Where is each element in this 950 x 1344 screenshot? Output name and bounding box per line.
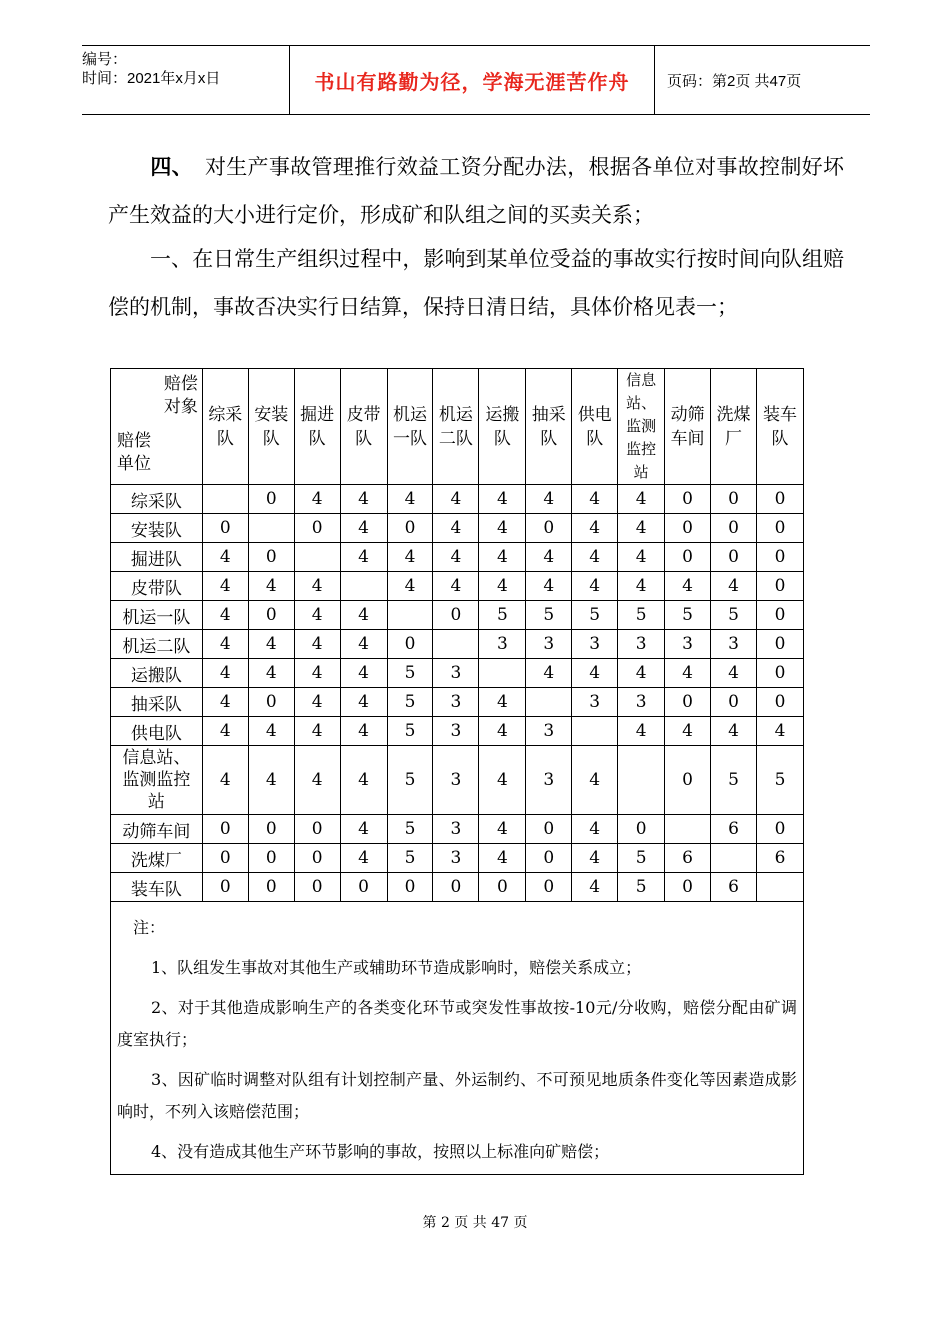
- table-cell: 4: [202, 688, 248, 717]
- table-cell: 5: [387, 844, 433, 873]
- table-cell: 4: [433, 572, 479, 601]
- table-cell: 5: [618, 844, 665, 873]
- table-cell: 3: [433, 717, 479, 746]
- time-label: 时间：2021年x月x日: [82, 70, 221, 87]
- table-cell: 4: [572, 543, 618, 572]
- table-cell: 4: [526, 659, 572, 688]
- table-cell: 0: [387, 514, 433, 543]
- table-cell: 4: [202, 572, 248, 601]
- table-cell: [665, 815, 711, 844]
- corner-bottom: [117, 430, 151, 476]
- table-cell: 0: [202, 514, 248, 543]
- table-cell: 3: [433, 688, 479, 717]
- table-cell: 4: [665, 572, 711, 601]
- table-cell: 0: [294, 514, 340, 543]
- row-header: [111, 873, 203, 902]
- row-header-line: 综采队: [130, 491, 182, 512]
- table-cell: 3: [479, 630, 526, 659]
- row-header-line: 监测监控: [122, 770, 191, 790]
- table-cell: 4: [665, 717, 711, 746]
- table-cell: 4: [340, 543, 387, 572]
- table-cell: 4: [294, 659, 340, 688]
- column-header: [665, 369, 711, 485]
- table-cell: 4: [248, 746, 294, 815]
- table-cell: 5: [387, 717, 433, 746]
- column-header-line: 车间: [670, 428, 705, 449]
- table-cell: 3: [433, 746, 479, 815]
- table-cell: 0: [294, 873, 340, 902]
- table-cell: 4: [387, 572, 433, 601]
- table-row: [111, 717, 804, 746]
- note-line: 3、因矿临时调整对队组有计划控制产量、外运制约、不可预见地质条件变化等因素造成影响时，不列入该赔偿范围；: [117, 1070, 797, 1121]
- table-cell: 4: [711, 572, 757, 601]
- corner-bottom-line: 赔偿: [117, 430, 151, 451]
- table-cell: 0: [711, 543, 757, 572]
- row-header: [111, 485, 203, 514]
- table-cell: 0: [665, 485, 711, 514]
- table-cell: 4: [711, 659, 757, 688]
- column-header: [340, 369, 387, 485]
- column-header-line: 装车: [762, 404, 797, 425]
- table-cell: 4: [665, 659, 711, 688]
- table-cell: 4: [711, 717, 757, 746]
- table-cell: 4: [526, 485, 572, 514]
- row-header-line: 抽采队: [130, 694, 182, 715]
- column-header: [756, 369, 803, 485]
- column-header-line: 安装: [254, 404, 289, 425]
- corner-top-line: 对象: [163, 396, 198, 417]
- table-cell: 4: [572, 844, 618, 873]
- table-cell: 0: [526, 844, 572, 873]
- table-cell: 0: [711, 688, 757, 717]
- column-header-line: 洗煤: [716, 404, 751, 425]
- table-cell: 0: [756, 688, 803, 717]
- note-line: 2、对于其他造成影响生产的各类变化环节或突发性事故按-10元/分收购，赔偿分配由矿调度室执行；: [117, 998, 797, 1049]
- table-row: [111, 873, 804, 902]
- corner-top-line: 赔偿: [163, 373, 198, 394]
- table-cell: [202, 485, 248, 514]
- row-header-line: 掘进队: [130, 549, 182, 570]
- table-cell: 0: [202, 844, 248, 873]
- table-cell: 3: [711, 630, 757, 659]
- column-header: [711, 369, 757, 485]
- table-cell: 4: [572, 514, 618, 543]
- compensation-table: [110, 368, 804, 1175]
- table-cell: 4: [294, 688, 340, 717]
- table-cell: 4: [340, 630, 387, 659]
- column-header-line: 动筛: [670, 404, 705, 425]
- table-cell: [433, 630, 479, 659]
- table-cell: 4: [479, 572, 526, 601]
- column-header-line: 队: [540, 428, 558, 449]
- table-cell: 4: [572, 572, 618, 601]
- corner-top: [164, 373, 198, 419]
- table-cell: 5: [387, 688, 433, 717]
- table-cell: 3: [433, 659, 479, 688]
- table-cell: 4: [248, 572, 294, 601]
- row-header: [111, 688, 203, 717]
- table-cell: 4: [294, 601, 340, 630]
- column-header-line: 皮带: [346, 404, 381, 425]
- table-cell: 0: [526, 873, 572, 902]
- row-header-line: 机运一队: [122, 607, 191, 628]
- column-header-line: 综采: [208, 404, 243, 425]
- paragraph-four-text: 对生产事故管理推行效益工资分配办法，根据各单位对事故控制好坏产生效益的大小进行定价，形成矿和队组之间的买卖关系；: [108, 155, 844, 227]
- table-cell: 4: [756, 717, 803, 746]
- table-cell: 0: [340, 873, 387, 902]
- column-header-line: 信息: [626, 371, 657, 389]
- table-cell: 0: [756, 514, 803, 543]
- table-cell: [572, 717, 618, 746]
- table-cell: 4: [294, 630, 340, 659]
- table-cell: 4: [340, 688, 387, 717]
- table-cell: 4: [618, 514, 665, 543]
- table-cell: 0: [387, 873, 433, 902]
- row-header-line: 机运二队: [122, 636, 191, 657]
- table-cell: [479, 659, 526, 688]
- column-header-line: 队: [216, 428, 234, 449]
- table-cell: 0: [526, 815, 572, 844]
- row-header-line: 皮带队: [130, 578, 182, 599]
- table-cell: 5: [711, 601, 757, 630]
- table-cell: 6: [665, 844, 711, 873]
- column-header: [526, 369, 572, 485]
- row-header: [111, 659, 203, 688]
- table-cell: 0: [711, 485, 757, 514]
- table-cell: 4: [479, 717, 526, 746]
- column-header-line: 机运: [393, 404, 427, 425]
- column-header-line: 队: [586, 428, 604, 449]
- table-cell: 4: [618, 572, 665, 601]
- column-header: [387, 369, 433, 485]
- table-cell: 4: [618, 543, 665, 572]
- table-cell: [756, 873, 803, 902]
- table-cell: 3: [433, 815, 479, 844]
- table-cell: 5: [387, 815, 433, 844]
- table-cell: 0: [202, 873, 248, 902]
- row-header: [111, 601, 203, 630]
- note-line: 注：: [133, 918, 166, 937]
- table-cell: 4: [433, 543, 479, 572]
- table-row: [111, 514, 804, 543]
- table-cell: 0: [248, 815, 294, 844]
- table-cell: 4: [572, 659, 618, 688]
- table-row: [111, 630, 804, 659]
- table-cell: 4: [479, 815, 526, 844]
- table-cell: 0: [711, 514, 757, 543]
- column-header-line: 厂: [724, 428, 742, 449]
- table-cell: 4: [248, 659, 294, 688]
- table-cell: 0: [248, 601, 294, 630]
- table-cell: 4: [618, 717, 665, 746]
- row-header: [111, 815, 203, 844]
- column-header-line: 供电: [577, 404, 612, 425]
- table-cell: 3: [526, 630, 572, 659]
- table-row: [111, 572, 804, 601]
- table-cell: 4: [479, 746, 526, 815]
- column-header: [572, 369, 618, 485]
- column-header-line: 抽采: [531, 404, 566, 425]
- table-cell: 4: [572, 485, 618, 514]
- table-cell: 4: [433, 485, 479, 514]
- table-cell: [711, 844, 757, 873]
- column-header: [294, 369, 340, 485]
- table-cell: 4: [202, 630, 248, 659]
- note-line: 1、队组发生事故对其他生产或辅助环节造成影响时，赔偿关系成立；: [151, 958, 642, 977]
- column-header: [479, 369, 526, 485]
- table-cell: [294, 543, 340, 572]
- table-cell: 4: [479, 844, 526, 873]
- column-header-line: 站、: [626, 394, 657, 412]
- table-cell: 4: [526, 572, 572, 601]
- column-header-line: 掘进: [300, 404, 335, 425]
- table-cell: 0: [294, 815, 340, 844]
- row-header-line: 运搬队: [130, 665, 182, 686]
- column-header-line: 监测: [626, 417, 657, 435]
- table-cell: [387, 601, 433, 630]
- table-row: [111, 601, 804, 630]
- table-cell: 4: [340, 601, 387, 630]
- table-row: [111, 688, 804, 717]
- table-cell: 5: [618, 873, 665, 902]
- row-header-line: 供电队: [130, 723, 182, 744]
- table-cell: 3: [526, 717, 572, 746]
- row-header: [111, 746, 203, 815]
- table-cell: 4: [202, 601, 248, 630]
- row-header: [111, 572, 203, 601]
- column-header-line: 队: [493, 428, 511, 449]
- table-cell: 6: [756, 844, 803, 873]
- column-header-line: 监控: [626, 440, 657, 458]
- table-cell: 4: [526, 543, 572, 572]
- table-cell: 0: [665, 514, 711, 543]
- column-header-line: 二队: [438, 428, 473, 449]
- table-cell: 0: [294, 844, 340, 873]
- table-cell: 5: [387, 659, 433, 688]
- table-cell: 4: [202, 543, 248, 572]
- table-cell: 4: [572, 815, 618, 844]
- table-cell: 5: [665, 601, 711, 630]
- table-cell: 0: [756, 572, 803, 601]
- table-cell: [248, 514, 294, 543]
- table-cell: [526, 688, 572, 717]
- table-cell: 0: [248, 543, 294, 572]
- column-header-line: 队: [771, 428, 789, 449]
- table-cell: 3: [618, 630, 665, 659]
- table-cell: 0: [248, 485, 294, 514]
- table-cell: 0: [387, 630, 433, 659]
- table-cell: 4: [294, 717, 340, 746]
- column-header-line: 队: [355, 428, 373, 449]
- table-cell: 4: [618, 659, 665, 688]
- column-header: [202, 369, 248, 485]
- row-header-line: 装车队: [130, 879, 182, 900]
- table-cell: 4: [618, 485, 665, 514]
- table-cell: 4: [294, 485, 340, 514]
- table-cell: 0: [756, 815, 803, 844]
- table-cell: 0: [618, 815, 665, 844]
- table-cell: 4: [340, 514, 387, 543]
- table-cell: 0: [479, 873, 526, 902]
- table-cell: 0: [248, 688, 294, 717]
- table-cell: 4: [340, 815, 387, 844]
- table-cell: 4: [294, 746, 340, 815]
- table-cell: 6: [711, 873, 757, 902]
- table-cell: 0: [665, 688, 711, 717]
- table-cell: 4: [340, 746, 387, 815]
- table-cell: 4: [202, 717, 248, 746]
- table-row: [111, 659, 804, 688]
- table-cell: 3: [433, 844, 479, 873]
- row-header-line: 洗煤厂: [130, 850, 182, 871]
- table-cell: 4: [340, 844, 387, 873]
- table-cell: 0: [756, 659, 803, 688]
- table-row: [111, 543, 804, 572]
- page-label: 页码：第2页 共47页: [667, 72, 802, 90]
- table-cell: 0: [248, 844, 294, 873]
- column-header-line: 站: [633, 463, 649, 481]
- table-cell: 3: [572, 688, 618, 717]
- motto: 书山有路勤为径，学海无涯苦作舟: [289, 46, 655, 114]
- corner-bottom-line: 单位: [117, 453, 151, 474]
- table-cell: 0: [665, 873, 711, 902]
- table-cell: 5: [479, 601, 526, 630]
- header-left: [82, 46, 289, 114]
- note-line: 4、没有造成其他生产环节影响的事故，按照以上标准向矿赔偿；: [151, 1142, 610, 1161]
- column-header-line: 队: [262, 428, 280, 449]
- table-cell: 5: [572, 601, 618, 630]
- table-cell: 4: [479, 543, 526, 572]
- table-cell: 0: [248, 873, 294, 902]
- table-cell: 3: [572, 630, 618, 659]
- row-header: [111, 717, 203, 746]
- row-header: [111, 543, 203, 572]
- table-cell: 5: [526, 601, 572, 630]
- table-row: [111, 485, 804, 514]
- table-cell: 4: [572, 746, 618, 815]
- table-cell: 0: [756, 543, 803, 572]
- row-header: [111, 630, 203, 659]
- paragraph-number: 四、: [150, 154, 193, 179]
- column-header: [248, 369, 294, 485]
- table-cell: 0: [433, 601, 479, 630]
- column-header-line: 队: [308, 428, 326, 449]
- table-cell: 4: [202, 746, 248, 815]
- table-cell: 4: [294, 572, 340, 601]
- paragraph-one: [108, 235, 844, 331]
- paragraph-one-text: 一、在日常生产组织过程中，影响到某单位受益的事故实行按时间向队组赔偿的机制，事故否决实行日结算，保持日清日结，具体价格见表一；: [108, 247, 844, 319]
- table-cell: 6: [711, 815, 757, 844]
- column-header-line: 运搬: [485, 404, 520, 425]
- table-cell: 0: [202, 815, 248, 844]
- table-cell: 4: [340, 717, 387, 746]
- table-cell: [340, 572, 387, 601]
- column-header: [618, 369, 665, 485]
- table-cell: 4: [433, 514, 479, 543]
- column-header-line: 一队: [393, 428, 427, 449]
- table-cell: 0: [756, 485, 803, 514]
- table-cell: 0: [756, 630, 803, 659]
- table-row: [111, 746, 804, 815]
- code-label: 编号：: [82, 51, 128, 68]
- row-header-line: 信息站、: [122, 748, 191, 768]
- table-cell: 0: [526, 514, 572, 543]
- column-header-line: 机运: [438, 404, 473, 425]
- table-cell: 3: [618, 688, 665, 717]
- table-cell: 4: [479, 514, 526, 543]
- table-cell: 4: [202, 659, 248, 688]
- table-cell: 0: [756, 601, 803, 630]
- table-cell: 4: [340, 659, 387, 688]
- notes-cell: [111, 902, 804, 1175]
- column-header: [433, 369, 479, 485]
- table-cell: 4: [572, 873, 618, 902]
- table-cell: 4: [387, 485, 433, 514]
- table-cell: 4: [479, 485, 526, 514]
- table-row: [111, 844, 804, 873]
- table-cell: 5: [756, 746, 803, 815]
- table-header-row: [111, 369, 804, 485]
- page-footer: 第 2 页 共 47 页: [422, 1215, 528, 1231]
- paragraph-four: [108, 143, 844, 239]
- table-cell: 3: [665, 630, 711, 659]
- table-cell: 5: [387, 746, 433, 815]
- row-header: [111, 844, 203, 873]
- row-header: [111, 514, 203, 543]
- table-row: [111, 815, 804, 844]
- table-cell: 4: [387, 543, 433, 572]
- table-cell: 3: [526, 746, 572, 815]
- table-cell: 4: [340, 485, 387, 514]
- table-cell: 5: [618, 601, 665, 630]
- table-cell: 0: [665, 543, 711, 572]
- table-cell: 4: [248, 630, 294, 659]
- table-cell: [618, 746, 665, 815]
- notes-row: [111, 902, 804, 1175]
- table-cell: 4: [248, 717, 294, 746]
- page-header: [82, 45, 870, 115]
- table-cell: 0: [433, 873, 479, 902]
- table-cell: 5: [711, 746, 757, 815]
- table-cell: 0: [665, 746, 711, 815]
- row-header-line: 安装队: [130, 520, 182, 541]
- row-header-line: 动筛车间: [122, 821, 191, 842]
- corner-cell: [111, 369, 203, 485]
- table-cell: 4: [479, 688, 526, 717]
- row-header-line: 站: [147, 792, 165, 812]
